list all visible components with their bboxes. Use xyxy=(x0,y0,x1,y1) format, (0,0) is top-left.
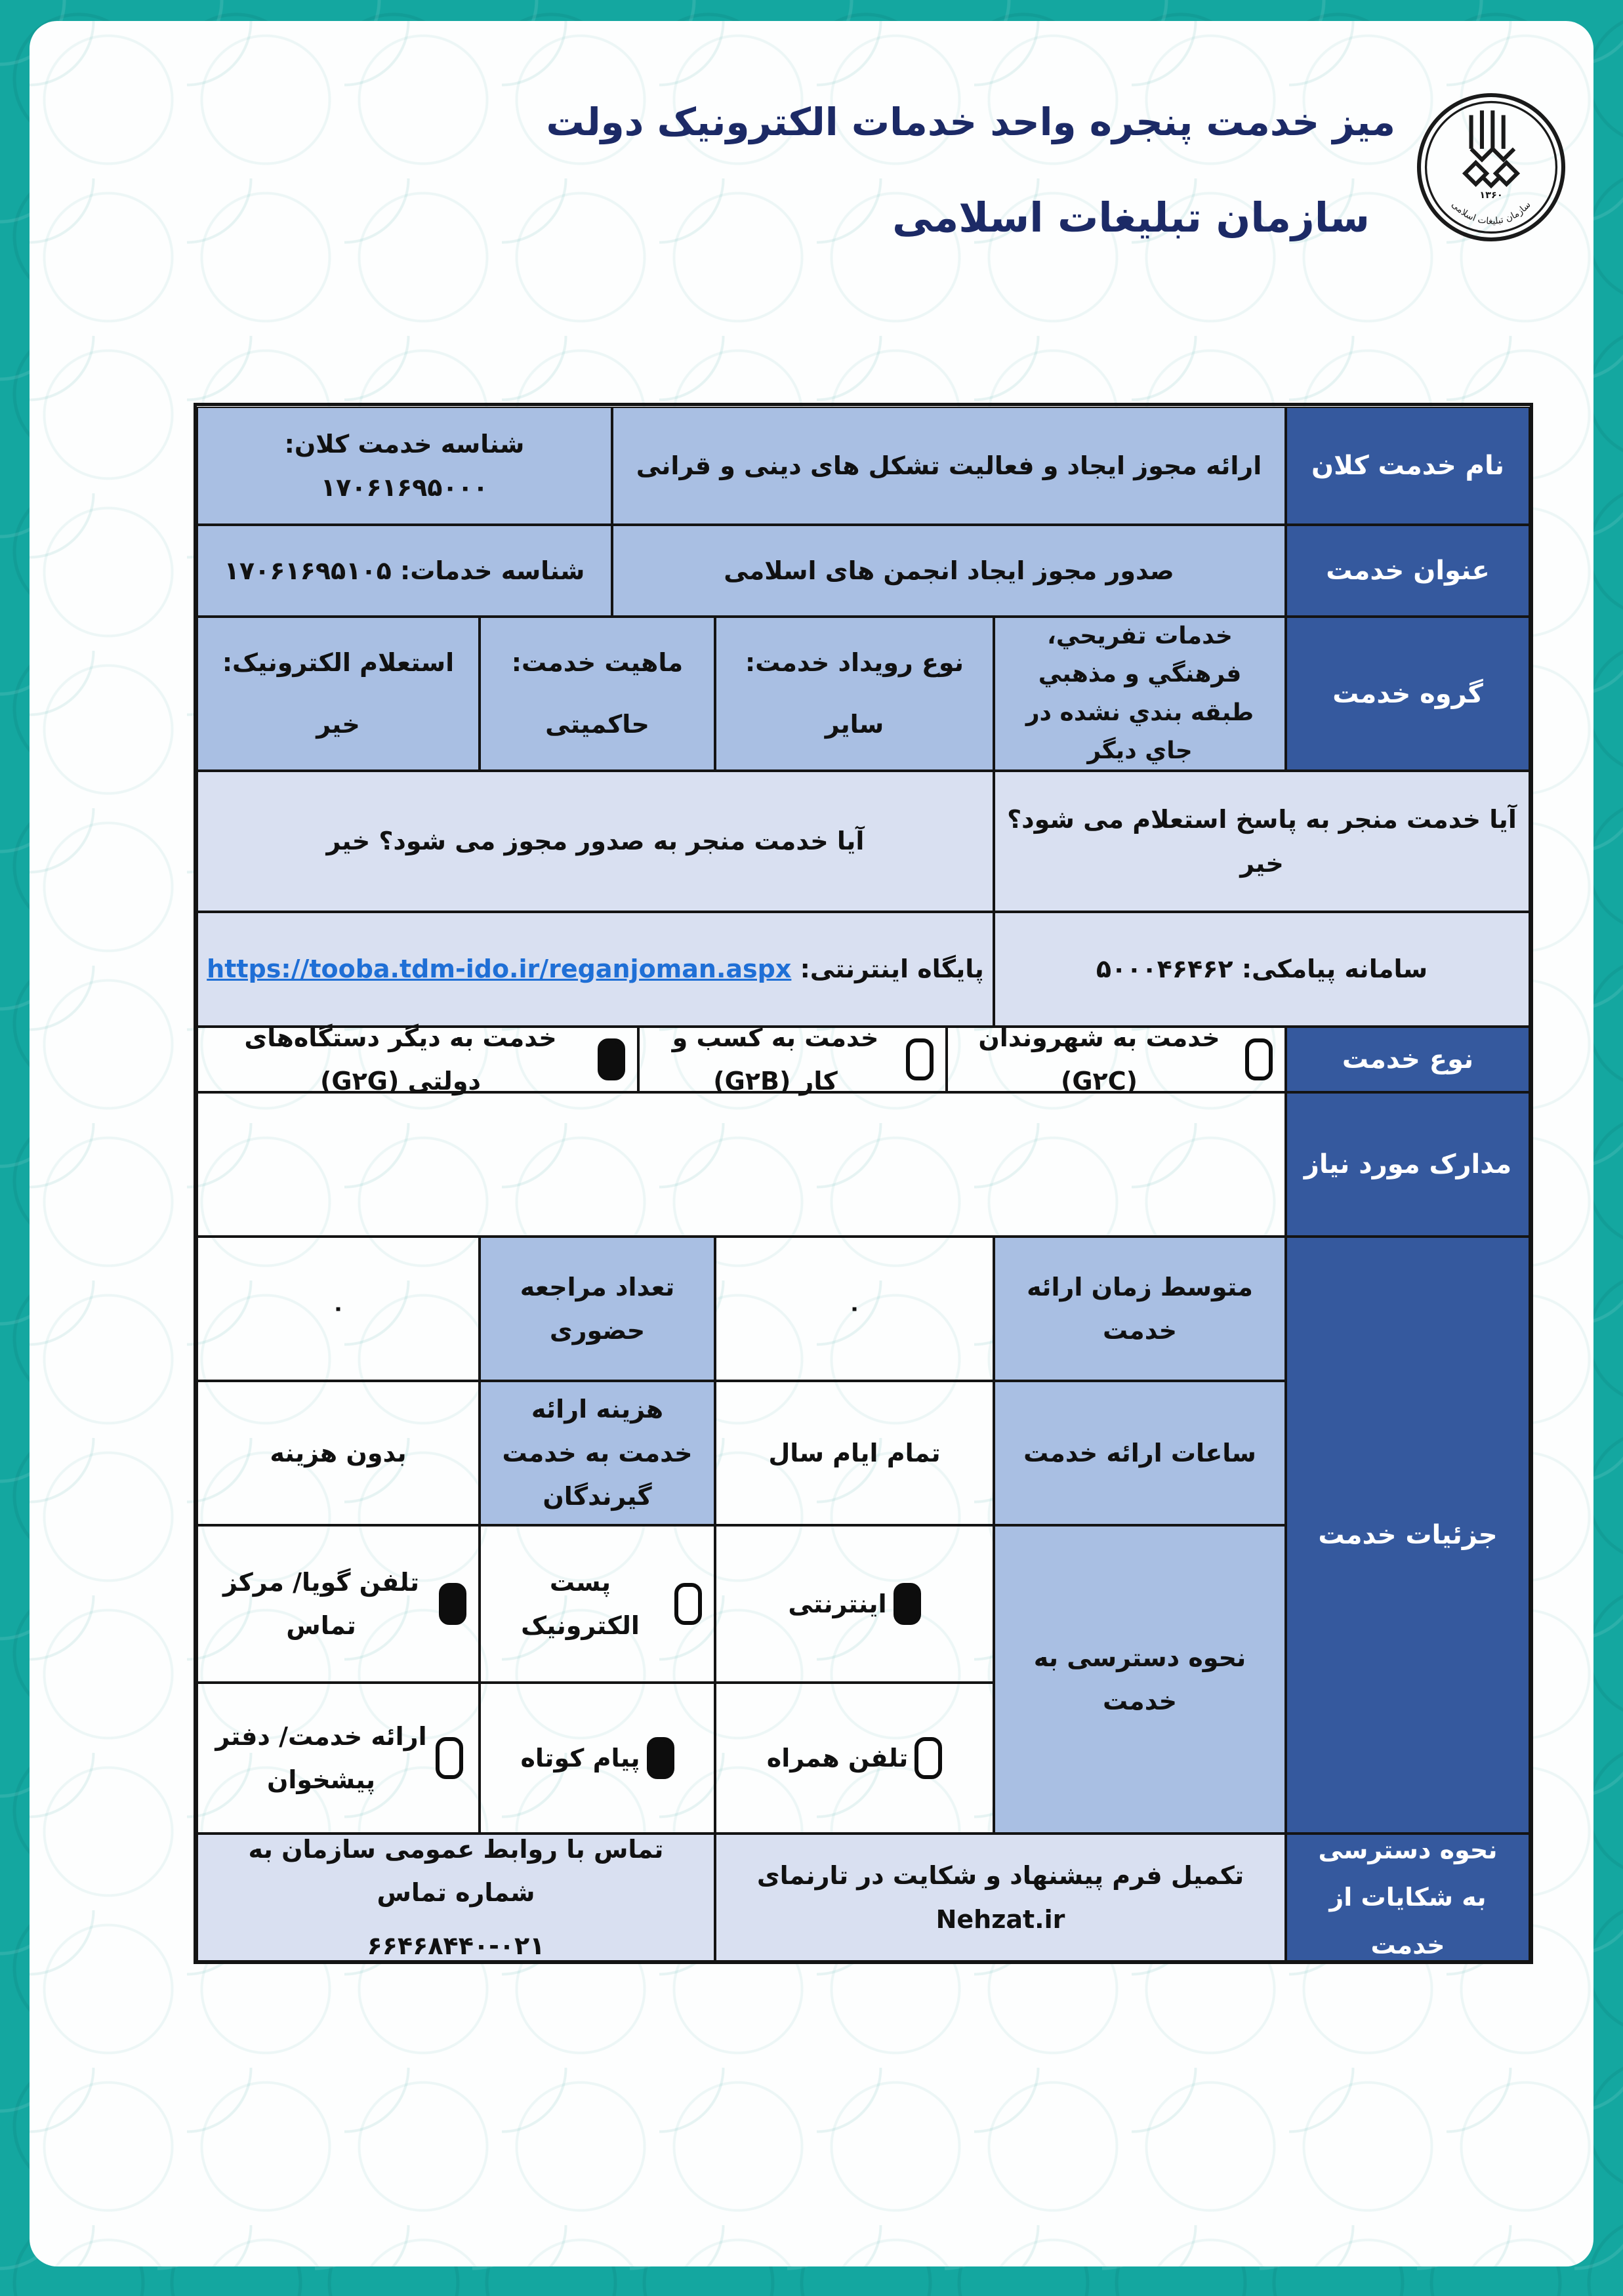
checkbox-counter[interactable] xyxy=(436,1737,463,1779)
page-title: میز خدمت پنجره واحد خدمات الکترونیک دولت xyxy=(546,100,1395,144)
visit-count-label-cell: تعداد مراجعه حضوری xyxy=(480,1237,715,1381)
complaints-web-cell: تکمیل فرم پیشنهاد و شکایت در تارنمای Nehzat.ir xyxy=(715,1834,1286,1961)
row-header-service-type: نوع خدمت xyxy=(1286,1027,1530,1092)
access-mobile-label: تلفن همراه xyxy=(766,1743,909,1773)
service-cost-value-cell: بدون هزینه xyxy=(197,1381,480,1525)
service-nature-value: حاکمیتی xyxy=(545,710,649,739)
electronic-inquiry-cell xyxy=(197,617,480,771)
logo-caption-curved: سازمان تبلیغات اسلامی xyxy=(1449,199,1533,227)
checkbox-email[interactable] xyxy=(674,1583,702,1625)
checkbox-mobile[interactable] xyxy=(914,1737,942,1779)
logo-year: ۱۳۶۰ xyxy=(1479,190,1503,201)
service-type-g2b-cell xyxy=(638,1023,947,1096)
checkbox-g2g[interactable] xyxy=(598,1038,625,1080)
service-title-id: شناسه خدمات: ۱۷۰۶۱۶۹۵۱۰۵ xyxy=(197,525,612,617)
access-ivr-label: تلفن گویا/ مرکز تماس xyxy=(222,1567,420,1640)
service-group-category: خدمات تفريحي، فرهنگي و مذهبي طبقه بندي نشده در جاي ديگر xyxy=(994,617,1286,771)
access-counter-label: ارائه خدمت/ دفتر پیشخوان xyxy=(215,1721,427,1794)
row-header-service-group: گروه خدمت xyxy=(1286,617,1530,771)
event-type-label: نوع رویداد خدمت: xyxy=(745,648,964,678)
row-header-service-title: عنوان خدمت xyxy=(1286,525,1530,617)
g2g-label: خدمت به دیگر دستگاه‌های دولتی (G۲G) xyxy=(244,1023,557,1096)
logo-emblem-kufic-allah xyxy=(1465,110,1517,186)
event-type-value: سایر xyxy=(825,710,884,739)
service-type-g2g-cell xyxy=(197,1023,638,1096)
service-title-value: صدور مجوز ایجاد انجمن های اسلامی xyxy=(612,525,1286,617)
access-counter-cell xyxy=(197,1683,480,1834)
row-header-service-details: جزئیات خدمت xyxy=(1286,1237,1530,1834)
checkbox-sms[interactable] xyxy=(647,1737,674,1779)
electronic-inquiry-label: استعلام الکترونیک: xyxy=(222,648,455,678)
complaints-phone-cell xyxy=(197,1834,715,1961)
macro-service-id: شناسه خدمت کلان: ۱۷۰۶۱۶۹۵۰۰۰ xyxy=(197,407,612,525)
electronic-inquiry-value: خیر xyxy=(316,710,360,739)
row-header-complaints: نحوه دسترسی به شکایات از خدمت xyxy=(1286,1834,1530,1961)
website-link[interactable]: https://tooba.tdm-ido.ir/reganjoman.aspx xyxy=(207,954,792,984)
access-method-header-cell: نحوه دسترسی به خدمت xyxy=(994,1525,1286,1834)
checkbox-internet[interactable] xyxy=(894,1583,921,1625)
required-documents-value xyxy=(197,1092,1286,1237)
access-sms-label: پیام کوتاه xyxy=(520,1743,640,1773)
visit-count-value-cell: ۰ xyxy=(197,1237,480,1381)
service-nature-label: ماهیت خدمت: xyxy=(511,648,684,678)
access-ivr-cell xyxy=(197,1525,480,1683)
website-label: پایگاه اینترنتی: xyxy=(800,954,984,984)
sms-system-cell: سامانه پیامکی: ۵۰۰۰۴۶۴۶۲ xyxy=(994,912,1530,1027)
row-header-required-documents: مدارک مورد نیاز xyxy=(1286,1092,1530,1237)
service-event-type-cell xyxy=(715,617,994,771)
checkbox-g2c[interactable] xyxy=(1245,1038,1273,1080)
macro-service-value: ارائه مجوز ایجاد و فعالیت تشکل های دینی و قرانی xyxy=(612,407,1286,525)
service-type-g2c-cell xyxy=(947,1023,1286,1096)
access-internet-cell xyxy=(715,1525,994,1683)
service-hours-label-cell: ساعات ارائه خدمت xyxy=(994,1381,1286,1525)
avg-time-label-cell: متوسط زمان ارائه خدمت xyxy=(994,1237,1286,1381)
organization-logo xyxy=(1414,91,1568,244)
service-hours-value-cell: تمام ایام سال xyxy=(715,1381,994,1525)
checkbox-g2b[interactable] xyxy=(906,1038,934,1080)
checkbox-ivr[interactable] xyxy=(439,1583,466,1625)
access-mobile-cell xyxy=(715,1683,994,1834)
access-sms-cell xyxy=(480,1683,715,1834)
complaints-phone-text: تماس با روابط عمومی سازمان به شماره تماس xyxy=(248,1834,664,1908)
service-nature-cell xyxy=(480,617,715,771)
access-internet-label: اینترنتی xyxy=(788,1589,887,1618)
organization-name: سازمان تبلیغات اسلامی xyxy=(892,194,1370,241)
access-email-label: پست الکترونیک xyxy=(521,1567,640,1640)
g2c-label: خدمت به شهروندان (G۲C) xyxy=(978,1023,1220,1096)
avg-time-value-cell: ۰ xyxy=(715,1237,994,1381)
website-cell xyxy=(197,912,994,1027)
access-email-cell xyxy=(480,1525,715,1683)
license-question-cell: آیا خدمت منجر به صدور مجوز می شود؟ خیر xyxy=(197,771,994,912)
inquiry-question-cell: آیا خدمت منجر به پاسخ استعلام می شود؟ خیر xyxy=(994,771,1530,912)
row-header-macro-service: نام خدمت کلان xyxy=(1286,407,1530,525)
complaints-phone-number: ۶۶۴۶۸۴۴۰-۰۲۱ xyxy=(367,1931,545,1960)
g2b-label: خدمت به کسب و کار (G۲B) xyxy=(672,1023,879,1096)
service-cost-label-cell: هزینه ارائه خدمت به خدمت گیرندگان xyxy=(480,1381,715,1525)
